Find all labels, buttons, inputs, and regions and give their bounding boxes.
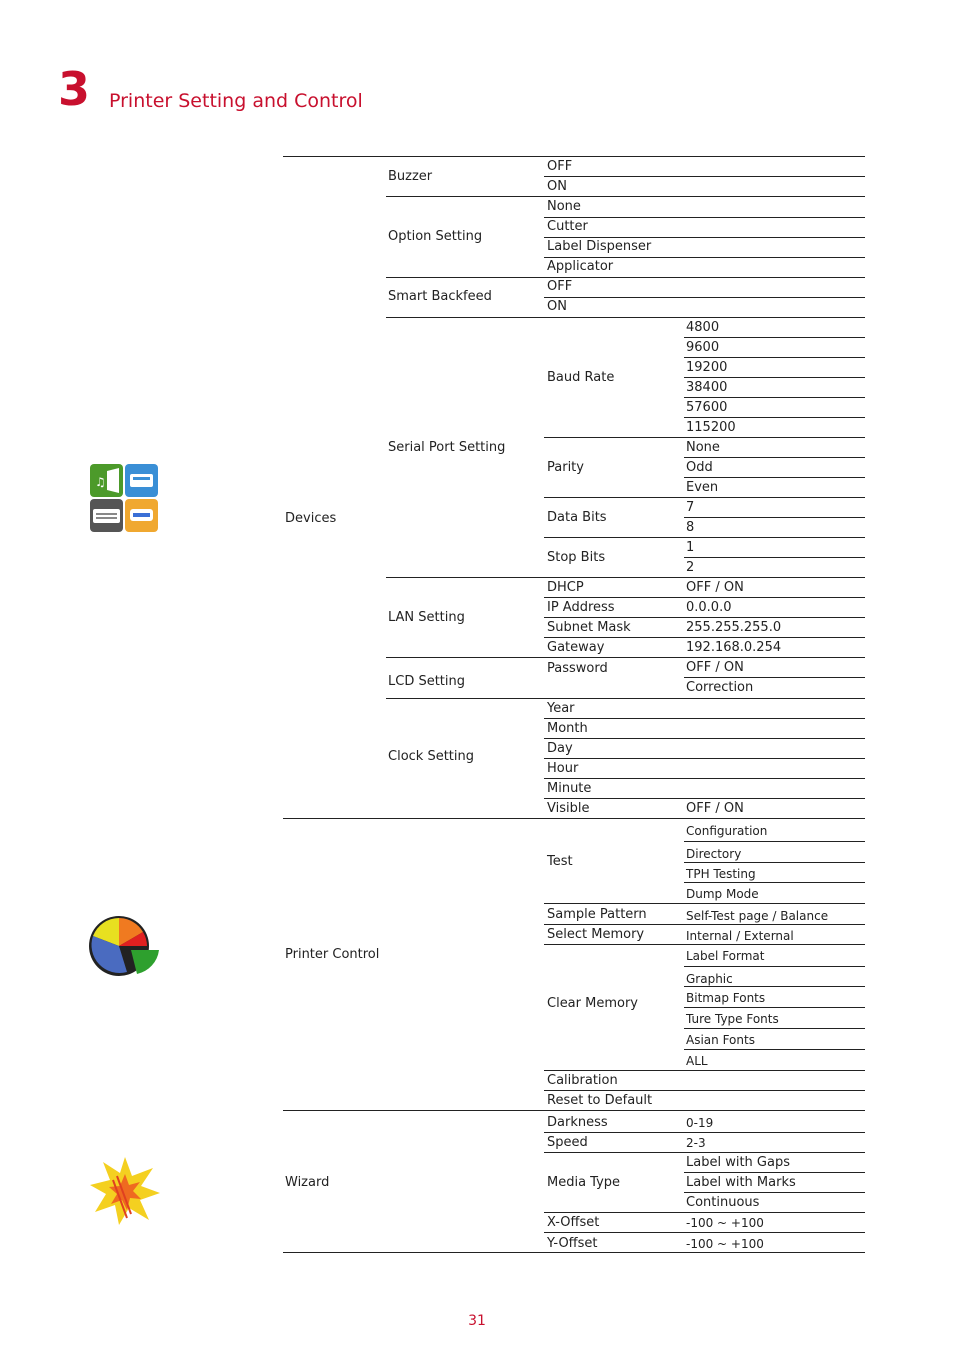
lan-item-value: 192.168.0.254	[686, 640, 782, 655]
table-rule	[386, 657, 865, 658]
parity-option: Even	[686, 480, 719, 495]
parity-option: None	[686, 440, 720, 455]
chapter-title: Printer Setting and Control	[109, 90, 363, 112]
submenu-test: Test	[547, 854, 573, 869]
table-rule	[684, 862, 865, 863]
clear-memory-option: ALL	[686, 1054, 708, 1068]
clock-item: Hour	[547, 761, 579, 776]
table-rule	[684, 1007, 865, 1008]
table-rule	[684, 1028, 865, 1029]
group-wizard: Wizard	[285, 1175, 330, 1190]
option-item: ON	[547, 299, 567, 314]
wizard-y-offset-label: Y-Offset	[547, 1236, 598, 1251]
table-rule	[386, 317, 865, 318]
table-rule	[544, 1132, 865, 1133]
select-memory-value: Internal / External	[686, 929, 794, 943]
test-option: Directory	[686, 847, 742, 861]
clear-memory-option: Bitmap Fonts	[686, 991, 766, 1005]
clear-memory-option: Graphic	[686, 972, 733, 986]
menu-serial-port: Serial Port Setting	[388, 440, 506, 455]
table-rule	[684, 457, 865, 458]
submenu-clear-memory: Clear Memory	[547, 996, 638, 1011]
table-rule	[544, 1090, 865, 1091]
table-rule	[684, 357, 865, 358]
table-rule	[544, 1212, 865, 1213]
wizard-x-offset-label: X-Offset	[547, 1215, 600, 1230]
table-rule	[684, 841, 865, 842]
menu-smart-backfeed: Smart Backfeed	[388, 289, 492, 304]
starburst-icon	[89, 1156, 161, 1230]
submenu-select-memory: Select Memory	[547, 927, 645, 942]
table-rule	[684, 477, 865, 478]
table-rule	[386, 577, 865, 578]
table-rule	[544, 497, 865, 498]
test-option: Dump Mode	[686, 887, 759, 901]
option-item: OFF	[547, 279, 573, 294]
table-rule	[684, 417, 865, 418]
submenu-parity: Parity	[547, 460, 584, 475]
table-rule	[544, 1152, 865, 1153]
lcd-value: Correction	[686, 680, 754, 695]
chapter-number: 3	[58, 62, 91, 116]
table-rule	[283, 818, 865, 819]
table-rule	[544, 597, 865, 598]
stop-bits-option: 1	[686, 540, 695, 555]
table-rule	[283, 1110, 865, 1111]
clock-visible-value: OFF / ON	[686, 801, 744, 816]
lan-item-label: Gateway	[547, 640, 605, 655]
test-option: Configuration	[686, 824, 768, 838]
baud-option: 38400	[686, 380, 728, 395]
table-rule	[544, 637, 865, 638]
pie-chart-icon	[87, 912, 163, 984]
option-item: Label Dispenser	[547, 239, 652, 254]
page-number: 31	[468, 1313, 486, 1329]
menu-buzzer: Buzzer	[388, 169, 433, 184]
baud-option: 19200	[686, 360, 728, 375]
table-rule	[544, 903, 865, 904]
clear-memory-option: Asian Fonts	[686, 1033, 755, 1047]
svg-text:♫: ♫	[95, 475, 106, 489]
table-rule	[544, 237, 865, 238]
submenu-sample-pattern: Sample Pattern	[547, 907, 647, 922]
table-rule	[544, 297, 865, 298]
sample-pattern-value: Self-Test page / Balance	[686, 909, 829, 923]
table-rule	[684, 557, 865, 558]
lan-item-value: 255.255.255.0	[686, 620, 782, 635]
option-item: Applicator	[547, 259, 614, 274]
clock-item: Minute	[547, 781, 592, 796]
table-rule	[684, 397, 865, 398]
table-rule	[544, 944, 865, 945]
table-rule	[544, 176, 865, 177]
submenu-baud-rate: Baud Rate	[547, 370, 615, 385]
wizard-speed-value: 2-3	[686, 1136, 706, 1150]
table-rule	[544, 718, 865, 719]
submenu-stop-bits: Stop Bits	[547, 550, 606, 565]
table-rule	[544, 924, 865, 925]
table-rule	[684, 1049, 865, 1050]
option-item: None	[547, 199, 581, 214]
table-rule	[684, 517, 865, 518]
table-rule	[544, 1232, 865, 1233]
option-item: ON	[547, 179, 567, 194]
table-rule	[544, 257, 865, 258]
table-rule	[684, 677, 865, 678]
media-type-option: Label with Marks	[686, 1175, 796, 1190]
submenu-reset: Reset to Default	[547, 1093, 653, 1108]
lcd-value: OFF / ON	[686, 660, 744, 675]
media-type-option: Label with Gaps	[686, 1155, 790, 1170]
table-rule	[544, 798, 865, 799]
table-rule	[684, 1172, 865, 1173]
menu-clock: Clock Setting	[388, 749, 474, 764]
menu-lan: LAN Setting	[388, 610, 465, 625]
table-rule	[544, 537, 865, 538]
table-rule	[544, 778, 865, 779]
clock-item: Month	[547, 721, 588, 736]
table-rule	[684, 1192, 865, 1193]
clock-visible-label: Visible	[547, 801, 590, 816]
table-rule	[544, 437, 865, 438]
table-rule	[544, 217, 865, 218]
table-rule	[544, 738, 865, 739]
test-option: TPH Testing	[686, 867, 756, 881]
lan-item-label: Subnet Mask	[547, 620, 631, 635]
menu-option-setting: Option Setting	[388, 229, 483, 244]
table-rule	[386, 196, 865, 197]
option-item: OFF	[547, 159, 573, 174]
table-rule	[684, 337, 865, 338]
devices-icon	[89, 463, 161, 539]
table-rule	[684, 882, 865, 883]
clear-memory-option: Label Format	[686, 949, 765, 963]
lan-item-label: DHCP	[547, 580, 584, 595]
table-rule	[283, 156, 865, 157]
wizard-y-offset-value: -100 ~ +100	[686, 1237, 764, 1251]
wizard-media-type-label: Media Type	[547, 1175, 621, 1190]
baud-option: 57600	[686, 400, 728, 415]
table-rule	[684, 966, 865, 967]
parity-option: Odd	[686, 460, 713, 475]
submenu-calibration: Calibration	[547, 1073, 618, 1088]
wizard-darkness-value: 0-19	[686, 1116, 714, 1130]
wizard-darkness-label: Darkness	[547, 1115, 608, 1130]
data-bits-option: 7	[686, 500, 695, 515]
baud-option: 9600	[686, 340, 720, 355]
table-rule	[684, 377, 865, 378]
table-rule	[544, 758, 865, 759]
stop-bits-option: 2	[686, 560, 695, 575]
table-rule	[386, 277, 865, 278]
clear-memory-option: Ture Type Fonts	[686, 1012, 779, 1026]
table-rule	[544, 617, 865, 618]
lan-item-label: IP Address	[547, 600, 615, 615]
baud-option: 115200	[686, 420, 736, 435]
clock-item: Year	[547, 701, 575, 716]
lan-item-value: OFF / ON	[686, 580, 744, 595]
menu-lcd: LCD Setting	[388, 674, 466, 689]
table-rule	[283, 1252, 865, 1253]
clock-item: Day	[547, 741, 573, 756]
media-type-option: Continuous	[686, 1195, 760, 1210]
baud-option: 4800	[686, 320, 720, 335]
lcd-password-label: Password	[547, 661, 608, 676]
submenu-data-bits: Data Bits	[547, 510, 607, 525]
table-rule	[544, 1070, 865, 1071]
table-rule	[386, 698, 865, 699]
wizard-x-offset-value: -100 ~ +100	[686, 1216, 764, 1230]
data-bits-option: 8	[686, 520, 695, 535]
wizard-speed-label: Speed	[547, 1135, 588, 1150]
option-item: Cutter	[547, 219, 588, 234]
group-devices: Devices	[285, 511, 337, 526]
lan-item-value: 0.0.0.0	[686, 600, 732, 615]
group-printer-control: Printer Control	[285, 947, 380, 962]
